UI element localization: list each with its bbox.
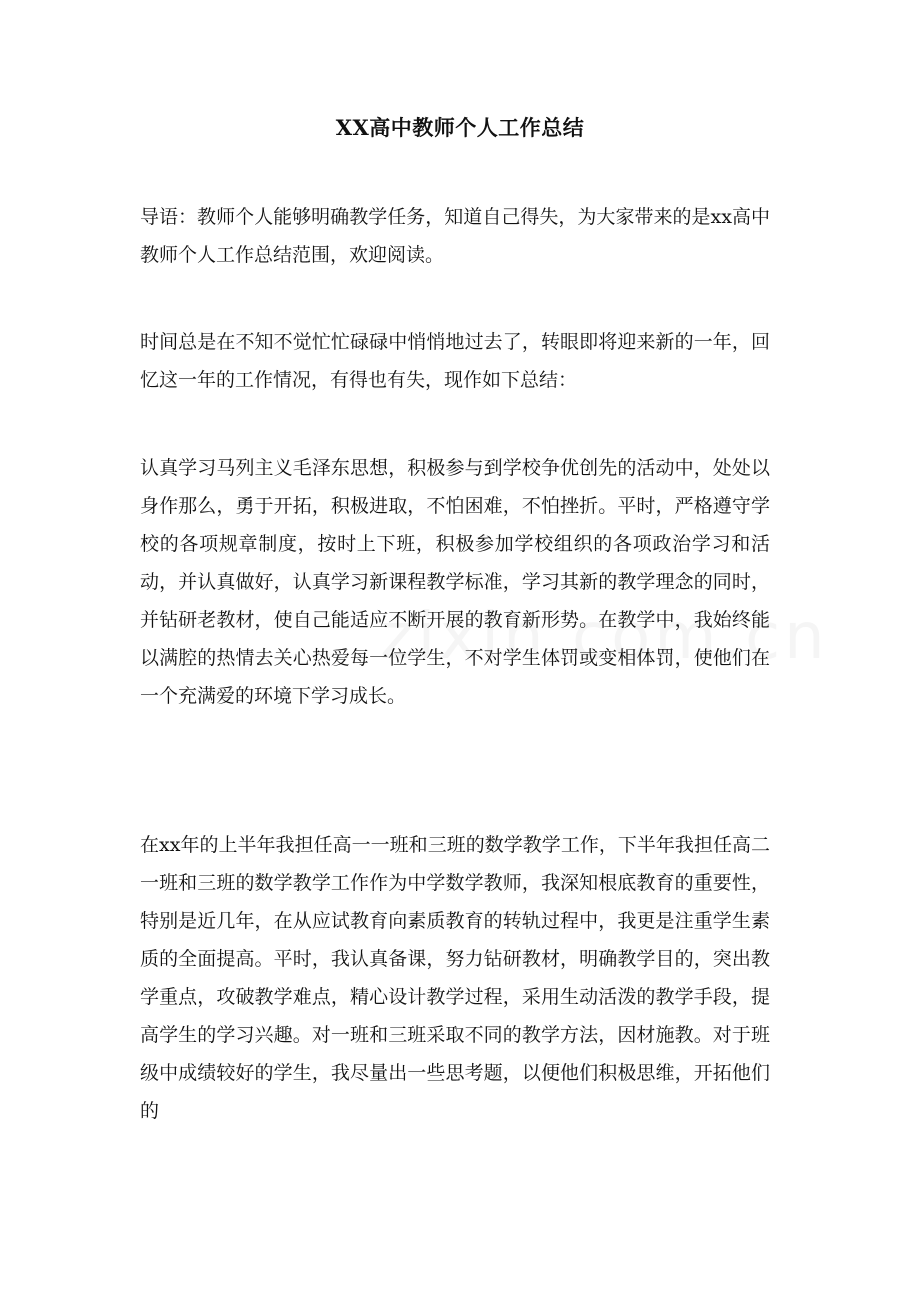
body-paragraph: 认真学习马列主义毛泽东思想，积极参与到学校争优创先的活动中，处处以身作那么，勇于开拓，积极进取，不怕困难，不怕挫折。平时，严格遵守学校的各项规章制度，按时上下班，积极参加学校组织的各项政治学习和活动，并认真做好，认真学习新课程教学标准，学习其新的教学理念的同时，并钻研老教材，使自己能适应不断开展的教育新形势。在教学中，我始终能以满腔的热情去关心热爱每一位学生，不对学生体罚或变相体罚，使他们在一个充满爱的环境下学习成长。 (140, 457, 770, 707)
document-title: XX高中教师个人工作总结 (335, 115, 585, 140)
body-paragraph: 时间总是在不知不觉忙忙碌碌中悄悄地过去了，转眼即将迎来新的一年，回忆这一年的工作情况，有得也有失，现作如下总结： (140, 331, 770, 391)
body-paragraph: 在xx年的上半年我担任高一一班和三班的数学教学工作，下半年我担任高二一班和三班的数学教学工作作为中学数学教师，我深知根底教育的重要性，特别是近几年，在从应试教育向素质教育的转轨过程中，我更是注重学生素质的全面提高。平时，我认真备课，努力钻研教材，明确教学目的，突出教学重点，攻破教学难点，精心设计教学过程，采用生动活泼的教学手段，提高学生的学习兴趣。对一班和三班采取不同的教学方法，因材施教。对于班级中成绩较好的学生，我尽量出一些思考题，以便他们积极思维，开拓他们的 (140, 834, 770, 1122)
intro-paragraph: 导语：教师个人能够明确教学任务，知道自己得失，为大家带来的是xx高中教师个人工作总结范围，欢迎阅读。 (140, 206, 770, 266)
